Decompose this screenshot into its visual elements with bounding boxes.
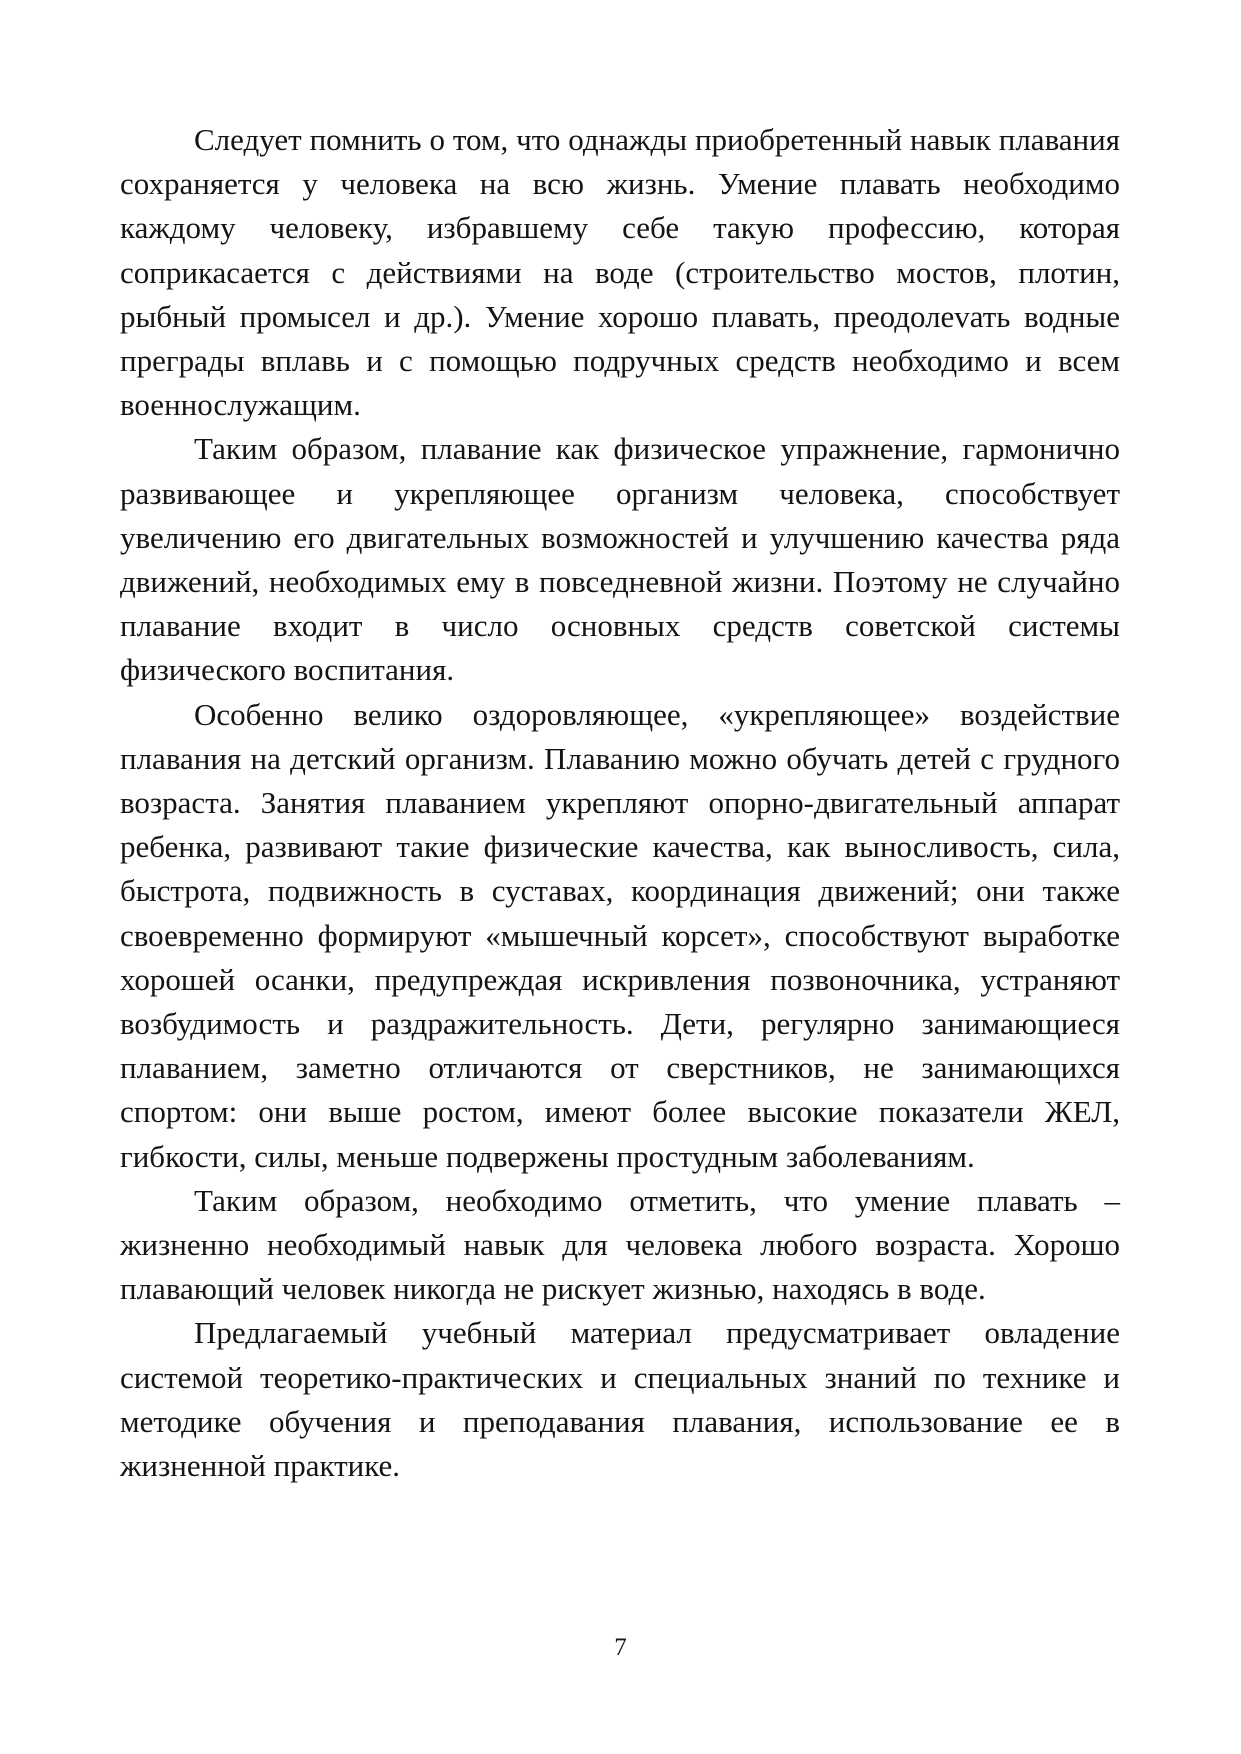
paragraph-study-material: Предлагаемый учебный материал предусматривает овладение системой теоретико-практических и специальных знаний по технике и методике обучения и преподавания плавания, использование ее в жизненной практике. [120, 1315, 1120, 1484]
paragraph-children-health: Особенно велико оздоровляющее, «укрепляющее» воздействие плавания на детский организм. Плаванию можно обучать детей с грудного возраста. Занятия плаванием укрепляют опорно-двигательный аппарат ребенка, развивают такие физические качества, как выносливость, сила, быстрота, подвижность в суставах, координация движений; они также своевременно формируют «мышечный корсет», способствуют выработке хорошей осанки, предупреждая искривления позвоночника, устраняют возбудимость и раздражительность. Дети, регулярно занимающиеся плаванием, заметно отличаются от сверстников, не занимающихся спортом: они выше ростом, имеют более высокие показатели ЖЕЛ, гибкости, силы, меньше подвержены простудным заболеваниям. [120, 696, 1120, 1174]
paragraph-physical-exercise: Таким образом, плавание как физическое упражнение, гармонично развивающее и укрепляющее организм человека, способствует увеличению его двигательных возможностей и улучшению качества ряда движений, необходимых ему в повседневной жизни. Поэтому не случайно плавание входит в число основных средств советской системы физического воспитания. [120, 431, 1120, 688]
body-text [120, 118, 1120, 1488]
paragraph-swimming-skill: Следует помнить о том, что однажды приобретенный навык плавания сохраняется у человека на всю жизнь. Умение плавать необходимо каждому человеку, избравшему себе такую профессию, которая соприкасается с действиями на воде (строительство мостов, плотин, рыбный промысел и др.). Умение хорошо плавать, преодолеvать водные преграды вплавь и с помощью подручных средств необходимо и всем военнослужащим. [120, 122, 1120, 423]
paragraph-vital-skill: Таким образом, необходимо отметить, что умение плавать – жизненно необходимый навык для человека любого возраста. Хорошо плавающий человек никогда не рискует жизнью, находясь в воде. [120, 1182, 1120, 1307]
page-number: 7 [614, 1634, 627, 1661]
